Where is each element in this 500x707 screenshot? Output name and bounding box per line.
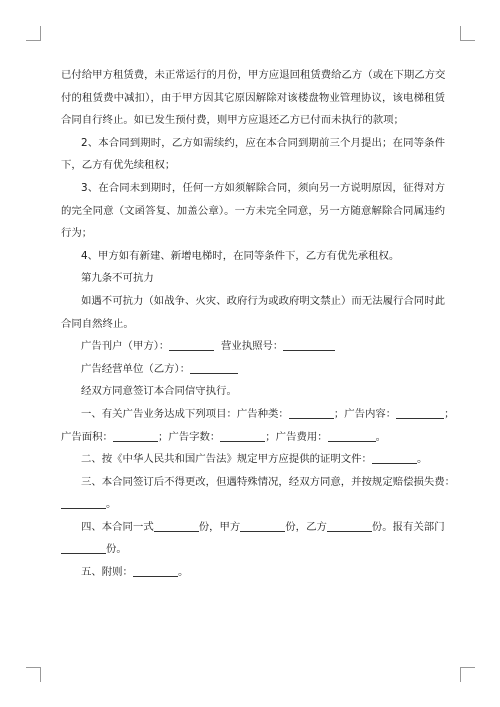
agreement-line: 经双方同意签订本合同信守执行。 <box>81 385 237 398</box>
license-label: 营业执照号： <box>220 340 284 353</box>
operator-label: 广告经营单位（乙方）： <box>81 362 191 375</box>
ad-fee-label: ；广告费用： <box>265 430 328 443</box>
paragraph-line: 下，乙方有优先续租权； <box>61 159 176 172</box>
item1-tail: ； <box>444 407 455 420</box>
item3-line-2 <box>61 493 445 516</box>
ad-fee-blank[interactable] <box>328 429 376 442</box>
item1-period: 。 <box>375 430 387 443</box>
paragraph-line: 4、甲方如有新建、新增电梯时，在同等条件下，乙方有优先承租权。 <box>81 249 400 262</box>
operator-blank[interactable] <box>190 361 238 374</box>
paragraph-line: 3、在合同未到期时，任何一方如须解除合同，须向另一方说明原因，征得对方 <box>81 181 445 194</box>
copies-party-b-blank[interactable] <box>327 519 372 532</box>
item5-line <box>61 561 445 584</box>
item3-period: 。 <box>106 498 117 511</box>
publisher-line <box>61 335 445 358</box>
ad-words-blank[interactable] <box>220 429 265 442</box>
copies-party-a-blank[interactable] <box>240 519 285 532</box>
item1-line <box>61 403 455 426</box>
item1-line-2 <box>61 426 445 449</box>
item4-line <box>61 516 445 539</box>
item1-content-label: ；广告内容： <box>333 407 397 420</box>
publisher-blank[interactable] <box>169 338 214 351</box>
compensation-blank[interactable] <box>61 496 106 509</box>
item2-line <box>61 448 445 471</box>
item4-unit-d: 份。 <box>106 543 127 556</box>
copies-department-blank[interactable] <box>61 541 106 554</box>
copies-total-blank[interactable] <box>154 519 199 532</box>
ad-content-blank[interactable] <box>396 406 444 419</box>
item4-line-2 <box>61 538 445 561</box>
paragraph-line: 行为； <box>61 227 93 240</box>
publisher-label: 广告刊户（甲方）： <box>81 340 170 353</box>
item5-period: 。 <box>177 566 189 579</box>
item4-unit-b: 份，乙方 <box>285 520 327 533</box>
paragraph-line: 2、本合同到期时，乙方如需续约，应在本合同到期前三个月提出；在同等条件 <box>81 136 445 149</box>
item4-unit-c: 份。报有关部门 <box>371 520 445 533</box>
document-body <box>61 64 456 584</box>
item5-text: 五、附则： <box>81 566 133 579</box>
ad-area-label: 广告面积： <box>61 430 113 443</box>
paragraph-line: 合同自行终止。如已发生预付费，则甲方应退还乙方已付而未执行的款项； <box>61 114 404 127</box>
item2-text: 二、按《中华人民共和国广告法》规定甲方应提供的证明文件： <box>81 453 372 466</box>
paragraph-line: 付的租赁费中减扣），由于甲方因其它原因解除对该楼盘物业管理协议，该电梯租赁 <box>61 91 445 104</box>
item2-period: 。 <box>416 453 428 466</box>
crop-mark-top-right <box>460 26 475 41</box>
crop-mark-top-left <box>26 26 41 41</box>
crop-mark-bottom-left <box>26 667 41 682</box>
item1-prefix: 一、有关广告业务达成下列项目：广告种类： <box>81 407 289 420</box>
paragraph-line: 如遇不可抗力（如战争、火灾、政府行为或政府明文禁止）而无法履行合同时此 <box>81 294 445 307</box>
item4-unit-a: 份，甲方 <box>198 520 241 533</box>
item4-prefix: 四、本合同一式 <box>81 520 154 533</box>
ad-type-blank[interactable] <box>289 406 334 419</box>
license-blank[interactable] <box>283 338 335 351</box>
ad-area-blank[interactable] <box>113 429 158 442</box>
ad-words-label: ；广告字数： <box>157 430 221 443</box>
paragraph-line: 合同自然终止。 <box>61 317 134 330</box>
paragraph-line: 已付给甲方租赁费，未正常运行的月份，甲方应退回租赁费给乙方（或在下期乙方交 <box>61 69 446 81</box>
operator-line <box>61 358 445 381</box>
item3-line: 三、本合同签订后不得更改，但遇特殊情况，经双方同意，并按规定赔偿损失费： <box>81 475 456 488</box>
paragraph-line: 的完全同意（文函答复、加盖公章）。一方未完全同意，另一方随意解除合同属违约 <box>61 204 445 217</box>
certificate-blank[interactable] <box>372 451 417 464</box>
section-title: 第九条不可抗力 <box>81 272 154 285</box>
crop-mark-bottom-right <box>460 667 475 682</box>
appendix-blank[interactable] <box>133 564 178 577</box>
